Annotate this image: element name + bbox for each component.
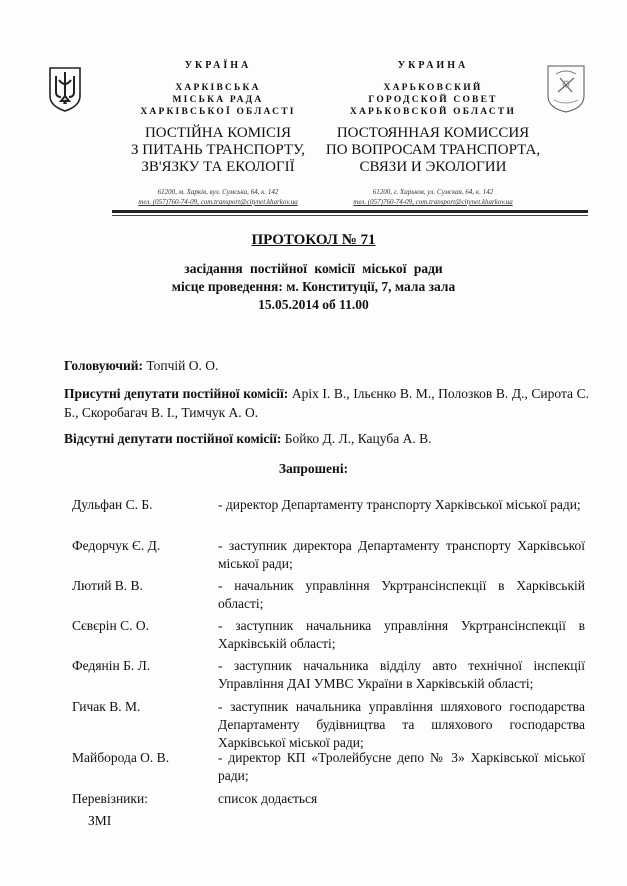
commission-ru-line3: СВЯЗИ И ЭКОЛОГИИ: [359, 159, 507, 175]
guest-name: Дульфан С. Б.: [72, 497, 153, 512]
guest-name: Федянін Б. Л.: [72, 658, 151, 673]
guest-name: Лютий В. В.: [72, 578, 143, 593]
chair-value: Топчій О. О.: [143, 358, 219, 373]
council-ru-line1: ХАРЬКОВСКИЙ: [383, 83, 483, 93]
address-ua: [118, 187, 318, 207]
invited-heading: Запрошені:: [278, 461, 349, 476]
country-ru: УКРАИНА: [397, 60, 469, 71]
letterhead-divider-thick: [112, 210, 588, 213]
guest-name: Майборода О. В.: [72, 750, 170, 765]
commission-ua-line2: З ПИТАНЬ ТРАНСПОРТУ,: [131, 142, 305, 158]
council-ua: [118, 82, 318, 118]
address-ru: [318, 187, 548, 207]
guest-name: Гичак В. М.: [72, 699, 141, 714]
guest-role: - заступник начальника управління Укртрансінспекції в Харківській області;: [218, 618, 585, 651]
kharkiv-city-seal-icon: [546, 62, 586, 114]
protocol-title: ПРОТОКОЛ № 71: [251, 232, 376, 248]
address-ru-line1: 61200, г. Харьков, ул. Сумская, 64, к. 142: [372, 188, 494, 196]
chair-line: [64, 356, 589, 375]
country-ua: УКРАЇНА: [184, 60, 252, 71]
present-line: [64, 384, 589, 422]
chair-label: Головуючий:: [64, 358, 144, 373]
present-value: Аріх І. В., Ільєнко В. М., Полозков В. Д., Сирота С. Б., Скоробагач В. І., Тимчук А. О.: [64, 386, 589, 420]
guest-role: - директор Департаменту транспорту Харківської міської ради;: [218, 497, 581, 512]
meeting-description: засідання постійної комісії міської ради: [184, 261, 443, 276]
guest-name: Перевізники:: [72, 791, 148, 806]
council-ua-line3: ХАРКІВСЬКОЇ ОБЛАСТІ: [140, 107, 296, 117]
guest-role: - заступник начальника управління шляхового господарства Департаменту будівництва та шляхового господарства Харківської міської ради;: [218, 699, 585, 750]
letterhead-divider-thin: [112, 215, 588, 216]
commission-ua-line1: ПОСТІЙНА КОМІСІЯ: [144, 125, 292, 141]
media-label: ЗМІ: [88, 813, 112, 828]
address-ru-line2: тел. (057)760-74-09, com.transport@citynet.kharkov.ua: [353, 198, 513, 206]
absent-value: Бойко Д. Л., Кацуба А. В.: [281, 431, 432, 446]
commission-ru: [318, 125, 548, 176]
council-ru-line3: ХАРЬКОВСКОЙ ОБЛАСТИ: [349, 107, 517, 117]
trident-coat-of-arms-icon: [48, 66, 82, 112]
absent-label: Відсутні депутати постійної комісії:: [64, 431, 282, 446]
commission-ua-line3: ЗВ'ЯЗКУ ТА ЕКОЛОГІЇ: [141, 159, 295, 175]
guest-name: Федорчук Є. Д.: [72, 538, 161, 553]
commission-ru-line2: ПО ВОПРОСАМ ТРАНСПОРТА,: [325, 142, 541, 158]
guest-name: Сєвєрін С. О.: [72, 618, 149, 633]
meeting-datetime: 15.05.2014 об 11.00: [258, 297, 369, 312]
council-ru-line2: ГОРОДСКОЙ СОВЕТ: [368, 95, 498, 105]
guest-role: - заступник директора Департаменту транспорту Харківської міської ради;: [218, 538, 585, 571]
council-ru: [318, 82, 548, 118]
commission-ru-line1: ПОСТОЯННАЯ КОМИССИЯ: [336, 125, 530, 141]
council-ua-line2: МІСЬКА РАДА: [172, 95, 264, 105]
guest-role: - заступник начальника відділу авто технічної інспекції Управління ДАІ УМВС України в Харківській області;: [218, 658, 585, 691]
address-ua-line1: 61200, м. Харків, вул. Сумська, 64, к. 142: [157, 188, 279, 196]
absent-line: [64, 429, 589, 448]
meeting-location: місце проведення: м. Конституції, 7, мала зала: [171, 279, 456, 294]
commission-ua: [118, 125, 318, 176]
address-ua-line2: тел. (057)760-74-09, com.transport@citynet.kharkov.ua: [138, 198, 298, 206]
council-ua-line1: ХАРКІВСЬКА: [175, 83, 261, 93]
guest-role: - начальник управління Укртрансінспекції в Харківській області;: [218, 578, 585, 611]
guest-role: - директор КП «Тролейбусне депо № 3» Харківської міської ради;: [218, 750, 585, 783]
present-label: Присутні депутати постійної комісії:: [64, 386, 289, 401]
guest-role: список додається: [218, 791, 318, 806]
